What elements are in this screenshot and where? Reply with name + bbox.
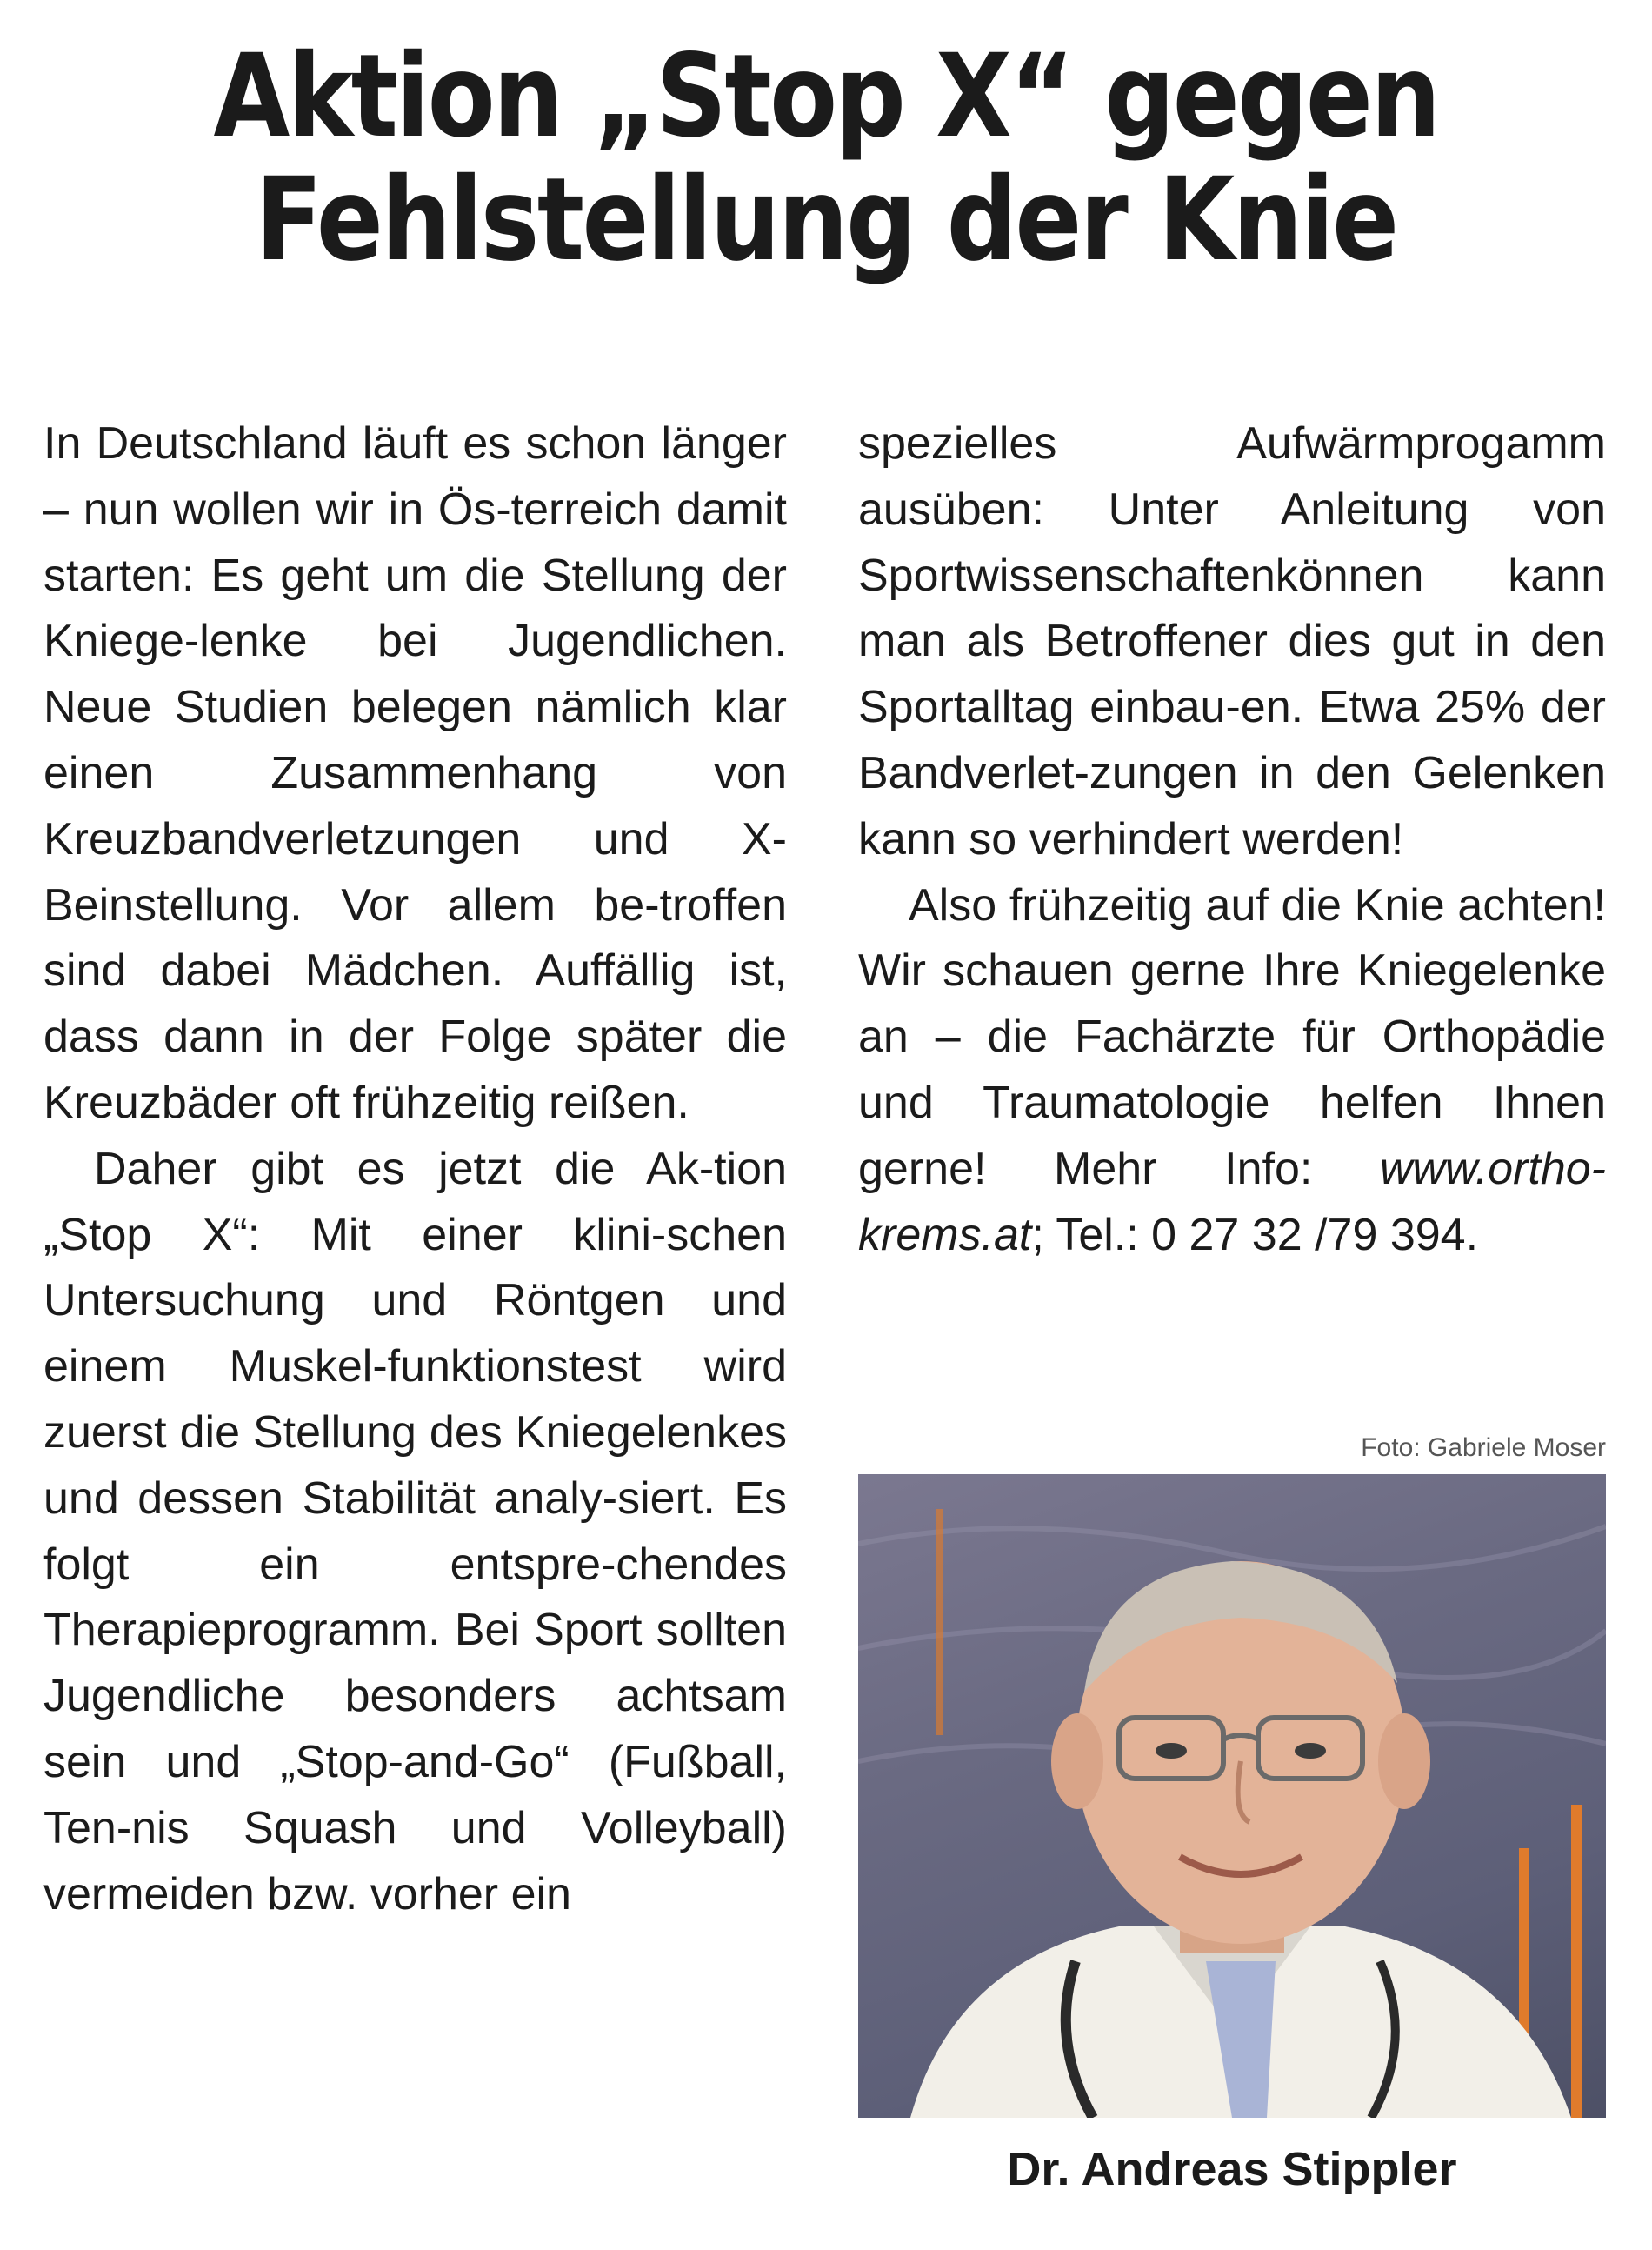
left-paragraph-1: In Deutschland läuft es schon länger – nun wollen wir in Ös-terreich damit starten: Es geht um die Stellung der Kniege-lenke bei Jugendlichen. Neue Studien belegen nämlich klar einen Zusammenhang von Kreuzbandverletzungen und X-Beinstellung. Vor allem be-troffen sind dabei Mädchen. Auffällig ist, dass dann in der Folge später die Kreuzbäder oft frühzeitig reißen. (43, 418, 787, 1128)
right-column (858, 411, 1606, 1268)
website-link[interactable]: www.ortho-krems.at (858, 1143, 1606, 1260)
portrait-illustration (858, 1474, 1606, 2118)
headline-line-1: Aktion „Stop X“ gegen (213, 30, 1439, 164)
article-headline (116, 30, 1536, 287)
right-paragraph-2 (858, 873, 1606, 1269)
photo-caption: Dr. Andreas Stippler (1007, 2143, 1457, 2195)
headline-line-2: Fehlstellung der Knie (255, 153, 1397, 287)
left-paragraph-2: Daher gibt es jetzt die Ak-tion „Stop X“: Mit einer klini-schen Untersuchung und Röntgen und einem Muskel-funktionstest wird zuerst die Stellung des Kniegelenkes und dessen Stabilität analy-siert. Es folgt ein entspre-chendes Therapieprogramm. Bei Sport sollten Jugendliche besonders achtsam sein und „Stop-and-Go“ (Fußball, Ten-nis Squash und Volleyball) vermeiden bzw. vorher ein (43, 1143, 787, 1920)
right-paragraph-2-text: Also frühzeitig auf die Knie achten! Wir schauen gerne Ihre Kniegelenke an – die Fachärzte für Orthopädie und Traumatologie helfen Ihnen gerne! Mehr Info: (858, 879, 1606, 1194)
right-paragraph-1: spezielles Aufwärmprogamm ausüben: Unter Anleitung von Sportwissenschaftenkönnen kann man als Betroffener dies gut in den Sportalltag einbau-en. Etwa 25% der Bandverlet-zungen in den Gelenken kann so verhindert werden! (858, 418, 1606, 865)
doctor-portrait-photo (858, 1474, 1606, 2118)
left-column (43, 411, 787, 1927)
phone-text: ; Tel.: 0 27 32 /79 394. (1031, 1209, 1479, 1260)
photo-credit: Foto: Gabriele Moser (1361, 1433, 1606, 1462)
